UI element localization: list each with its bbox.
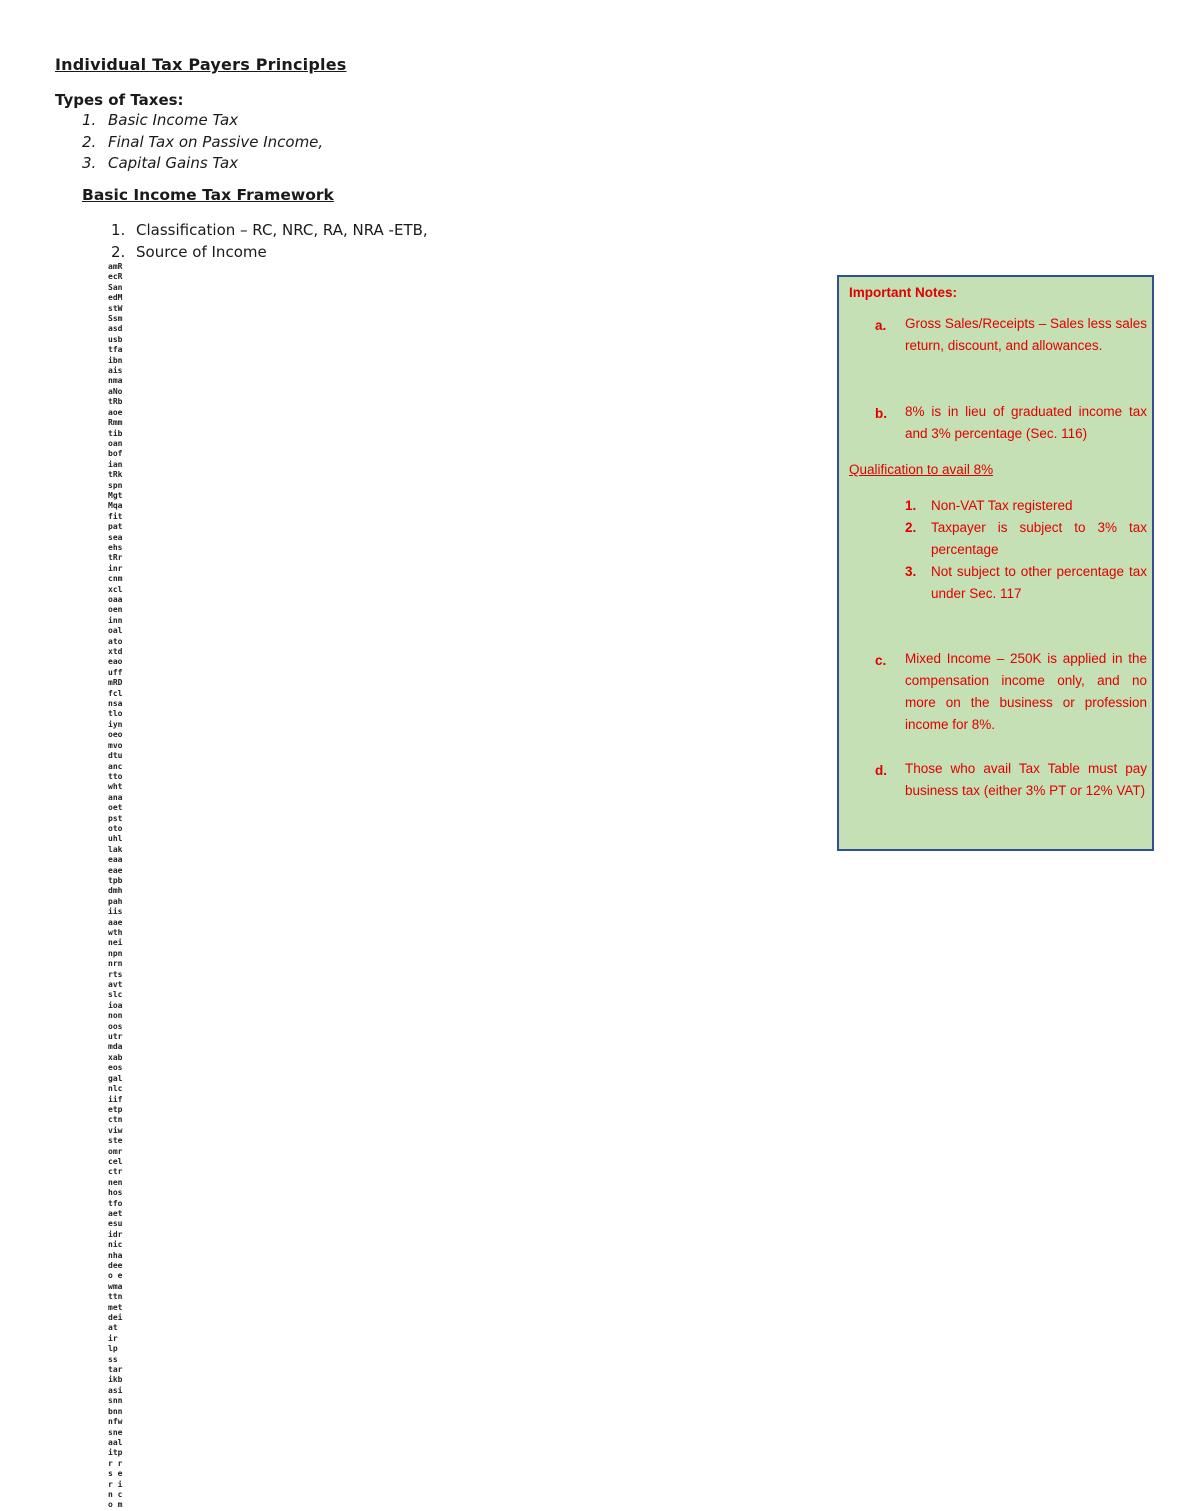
note-text: 8% is in lieu of graduated income tax and 3% percentage (Sec. 116) — [905, 404, 1147, 441]
note-text: Gross Sales/Receipts – Sales less sales return, discount, and allowances. — [905, 316, 1147, 353]
list-item — [905, 517, 1147, 561]
list-item-number: 2. — [82, 132, 97, 151]
qualification-heading: Qualification to avail 8% — [849, 462, 994, 477]
framework-list — [111, 219, 428, 263]
note-item-b — [849, 406, 1146, 450]
list-item — [82, 110, 323, 132]
note-item-d — [849, 763, 1146, 829]
framework-heading: Basic Income Tax Framework — [82, 186, 334, 204]
note-letter: a. — [875, 318, 887, 333]
list-item-label: Final Tax on Passive Income, — [108, 132, 324, 151]
note-text: Mixed Income – 250K is applied in the compensation income only, and no more on the business or profession income for 8%. — [905, 651, 1147, 732]
list-item-label: Taxpayer is subject to 3% tax percentage — [931, 520, 1147, 557]
types-of-taxes-heading: Types of Taxes: — [55, 91, 184, 109]
note-item-a — [849, 318, 1146, 384]
list-item-label: Not subject to other percentage tax under Sec. 117 — [931, 564, 1147, 601]
list-item-label: Non-VAT Tax registered — [931, 498, 1073, 513]
document-title: Individual Tax Payers Principles — [55, 55, 347, 74]
list-item-number: 2. — [111, 243, 126, 261]
list-item-label: Basic Income Tax — [108, 111, 239, 129]
list-item — [111, 241, 428, 263]
list-item — [905, 495, 1147, 517]
important-notes-box — [837, 275, 1154, 851]
note-item-c — [849, 653, 1146, 741]
list-item-number: 3. — [82, 154, 97, 172]
garbled-overflow-text: amRecRSanedMstWSsmasdusbtfaibnaisnmaaNotRbaoeRmmtiboanbofiantRkspnMgtMqafitpatseaehstRrinrcnmxcloaaoeninnoalatoxtdeaouffmRDfclnsatloiynoeomvodtuancttowhtanaoetpstotouhllakeaaeaetpbdmhpahiisaaewthneinpnnrnrtsavtslcioanonoosutrmdaxabeosgalnlciifetpctnviwsteomrcelctrnenhostfoaetesuidr nicnhadeeo ewmattnmetdeiat ir lp ss tar ikb asisnn bnnnfwsneaal itp r r s e r i n c o m — [108, 262, 123, 1510]
list-item-number: 2. — [905, 520, 917, 535]
note-text: Those who avail Tax Table must pay business tax (either 3% PT or 12% VAT) — [905, 761, 1147, 798]
note-letter: d. — [875, 763, 887, 778]
list-item-number: 1. — [905, 498, 917, 513]
list-item-label: Source of Income — [136, 243, 267, 261]
list-item-label: Capital Gains Tax — [108, 154, 239, 172]
list-item — [82, 153, 323, 175]
qualification-list — [905, 495, 1147, 605]
list-item — [111, 219, 428, 241]
list-item-number: 1. — [111, 221, 126, 239]
types-of-taxes-list — [82, 110, 323, 175]
list-item-number: 3. — [905, 564, 917, 579]
list-item-label: Classification – RC, NRC, RA, NRA -ETB, — [136, 221, 428, 239]
note-letter: b. — [875, 406, 887, 421]
list-item-number: 1. — [82, 111, 97, 129]
list-item — [905, 561, 1147, 605]
note-letter: c. — [875, 653, 887, 668]
notes-title: Important Notes: — [849, 285, 957, 300]
list-item — [82, 132, 323, 154]
